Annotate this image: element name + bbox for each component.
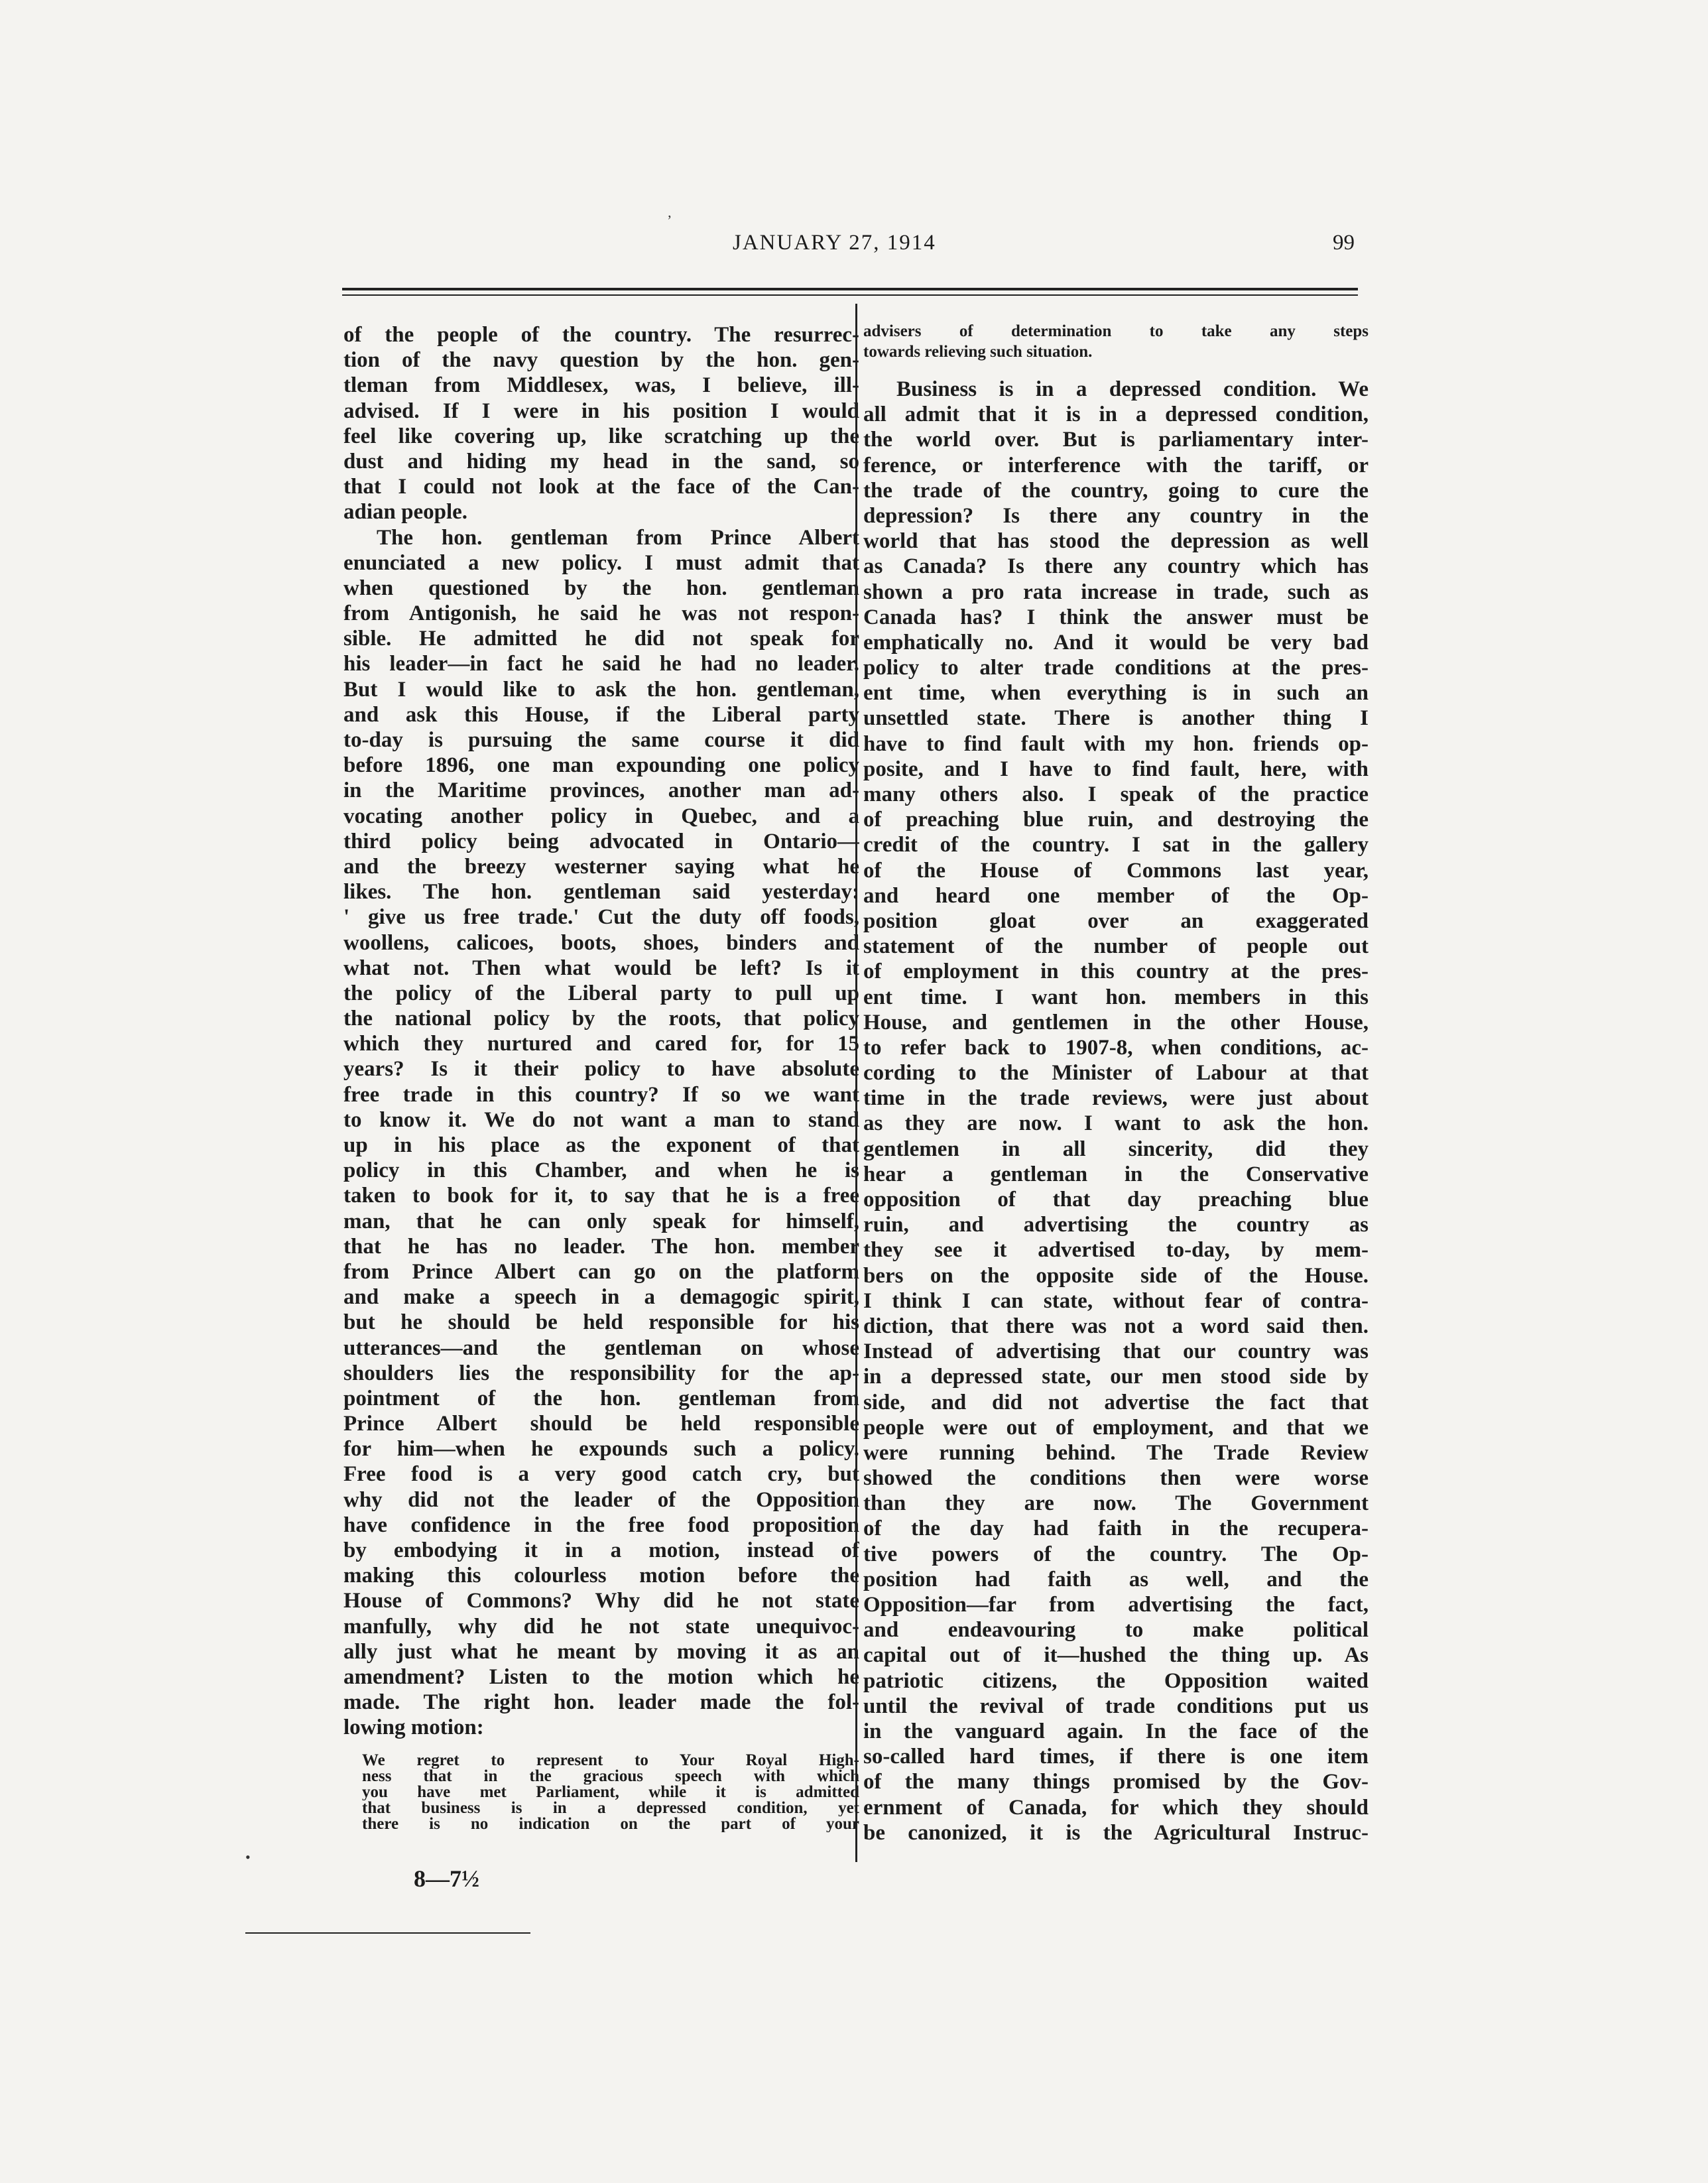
text-line: and make a speech in a demagogic spirit, [343,1285,859,1310]
text-line: taken to book for it, to say that he is a free [343,1184,859,1208]
text-line: have confidence in the free food proposition [343,1513,859,1537]
text-line: position gloat over an exaggerated [863,908,1369,933]
text-line: policy in this Chamber, and when he is [343,1158,859,1183]
text-line: until the revival of trade conditions put us [863,1694,1369,1718]
text-line: years? Is it their policy to have absolute [343,1057,859,1082]
text-line: Opposition—far from advertising the fact, [863,1593,1369,1617]
text-line: of the people of the country. The resurrec- [343,323,859,347]
text-line: sible. He admitted he did not speak for [343,627,859,651]
text-line: to-day is pursuing the same course it did [343,728,859,752]
text-line: they see it advertised to-day, by mem- [863,1238,1369,1263]
text-line: of the House of Commons last year, [863,858,1369,883]
text-line: all admit that it is in a depressed condition, [863,403,1369,427]
paragraph-gap [863,362,1369,377]
text-line: capital out of it—hushed the thing up. As [863,1643,1369,1668]
text-line: patriotic citizens, the Opposition waited [863,1668,1369,1693]
text-line: and ask this House, if the Liberal party [343,702,859,727]
text-line: posite, and I have to find fault, here, with [863,757,1369,781]
text-line: Prince Albert should be held responsible [343,1412,859,1436]
text-line: unsettled state. There is another thing I [863,706,1369,731]
quote-line: advisers of determination to take any steps [863,322,1369,340]
text-line: Business is in a depressed condition. We [896,377,1369,401]
text-line: tleman from Middlesex, was, I believe, ill- [343,373,859,398]
text-line: the trade of the country, going to cure the [863,478,1369,503]
text-line: depression? Is there any country in the [863,503,1369,528]
text-line: why did not the leader of the Opposition [343,1487,859,1512]
page-date: JANUARY 27, 1914 [733,231,936,255]
text-line: diction, that there was not a word said then. [863,1314,1369,1338]
text-line: showed the conditions then were worse [863,1466,1369,1491]
text-line: of preaching blue ruin, and destroying the [863,808,1369,832]
text-line: amendment? Listen to the motion which he [343,1664,859,1689]
right-body [863,377,1369,1845]
text-line: for him—when he expounds such a policy. [343,1437,859,1462]
text-line: in the Maritime provinces, another man ad- [343,779,859,803]
text-line: shown a pro rata increase in trade, such as [863,580,1369,604]
text-line: of the day had faith in the recupera- [863,1517,1369,1541]
text-line: ent time. I want hon. members in this [863,985,1369,1009]
text-line: ent time, when everything is in such an [863,681,1369,706]
text-line: from Antigonish, he said he was not respon- [343,601,859,626]
text-line: free trade in this country? If so we want [343,1082,859,1107]
text-line: and heard one member of the Op- [863,883,1369,908]
text-line: as they are now. I want to ask the hon. [863,1111,1369,1136]
text-line: The hon. gentleman from Prince Albert [377,525,859,550]
text-line: the policy of the Liberal party to pull up [343,981,859,1005]
text-line: ernment of Canada, for which they should [863,1795,1369,1820]
text-line: tive powers of the country. The Op- [863,1542,1369,1566]
text-line: utterances—and the gentleman on whose [343,1336,859,1360]
motion-quote [343,1753,859,1832]
text-line: adian people. [343,500,468,525]
text-line: making this colourless motion before the [343,1564,859,1588]
text-line: lowing motion: [343,1715,484,1740]
text-line: Canada has? I think the answer must be [863,605,1369,629]
text-line: when questioned by the hon. gentleman [343,576,859,600]
text-line: and the breezy westerner saying what he [343,854,859,879]
text-line: hear a gentleman in the Conservative [863,1162,1369,1186]
text-line: ' give us free trade.' Cut the duty off foods, [343,905,859,930]
text-line: have to find fault with my hon. friends op- [863,731,1369,756]
text-line: credit of the country. I sat in the gallery [863,833,1369,857]
quote-line: towards relieving such situation. [863,343,1093,361]
text-line: bers on the opposite side of the House. [863,1263,1369,1288]
text-line: ally just what he meant by moving it as an [343,1639,859,1664]
page-number: 99 [1333,231,1355,255]
stray-mark: • [245,1849,251,1865]
text-line: enunciated a new policy. I must admit that [343,550,859,575]
text-line: emphatically no. And it would be very bad [863,630,1369,655]
text-line: House, and gentlemen in the other House, [863,1010,1369,1034]
text-line: in the vanguard again. In the face of the [863,1719,1369,1743]
text-line: Free food is a very good catch cry, but [343,1462,859,1487]
text-line: Instead of advertising that our country was [863,1340,1369,1364]
text-line: were running behind. The Trade Review [863,1440,1369,1465]
text-line: people were out of employment, and that we [863,1415,1369,1440]
footer-rule [245,1932,530,1934]
right-column [863,321,1369,1845]
text-line: than they are now. The Government [863,1491,1369,1516]
text-line: position had faith as well, and the [863,1567,1369,1591]
text-line: tion of the navy question by the hon. gen- [343,348,859,373]
text-line: world that has stood the depression as well [863,529,1369,554]
text-line: cording to the Minister of Labour at that [863,1061,1369,1086]
text-line: likes. The hon. gentleman said yesterday: [343,880,859,904]
header-rule-top [342,288,1358,290]
text-line: woollens, calicoes, boots, shoes, binders and [343,930,859,955]
text-line: ference, or interference with the tariff, or [863,453,1369,477]
text-line: dust and hiding my head in the sand, so [343,449,859,473]
text-line: as Canada? Is there any country which has [863,554,1369,579]
text-line: and endeavouring to make political [863,1618,1369,1643]
text-line: of the many things promised by the Gov- [863,1770,1369,1794]
left-column [343,322,859,1832]
text-line: feel like covering up, like scratching up the [343,424,859,448]
text-line: third policy being advocated in Ontario— [343,829,859,853]
header-rule-bottom [342,294,1358,296]
stray-mark: ʼ [667,212,672,229]
text-line: up in his place as the exponent of that [343,1133,859,1157]
text-line: what not. Then what would be left? Is it [343,956,859,980]
text-line: so-called hard times, if there is one item [863,1745,1369,1769]
text-line: that I could not look at the face of the Can- [343,475,859,499]
text-line: statement of the number of people out [863,934,1369,959]
text-line: of employment in this country at the pres- [863,960,1369,984]
text-line: to refer back to 1907-8, when conditions, ac- [863,1035,1369,1060]
text-line: by embodying it in a motion, instead of [343,1538,859,1562]
text-line: ruin, and advertising the country as [863,1213,1369,1237]
quote-line: ness that in the gracious speech with which [362,1768,859,1784]
text-line: that he has no leader. The hon. member [343,1234,859,1259]
text-line: man, that he can only speak for himself, [343,1209,859,1233]
text-line: But I would like to ask the hon. gentleman, [343,677,859,702]
signature-mark: 8—7½ [414,1865,479,1892]
text-line: gentlemen in all sincerity, did they [863,1137,1369,1161]
text-line: policy to alter trade conditions at the pres- [863,656,1369,680]
text-line: advised. If I were in his position I would [343,399,859,423]
text-line: which they nurtured and cared for, for 15 [343,1032,859,1056]
text-line: but he should be held responsible for his [343,1310,859,1335]
text-line: made. The right hon. leader made the fol- [343,1690,859,1715]
text-line: shoulders lies the responsibility for the ap- [343,1361,859,1385]
text-line: opposition of that day preaching blue [863,1188,1369,1212]
text-line: his leader—in fact he said he had no leader. [343,652,859,676]
text-line: before 1896, one man expounding one policy [343,753,859,778]
motion-quote-continued [863,321,1369,362]
text-line: manfully, why did he not state unequivoc- [343,1614,859,1639]
text-line: in a depressed state, our men stood side by [863,1365,1369,1389]
text-line: time in the trade reviews, were just about [863,1086,1369,1111]
text-line: pointment of the hon. gentleman from [343,1386,859,1410]
text-line: the national policy by the roots, that policy [343,1007,859,1031]
text-line: side, and did not advertise the fact that [863,1390,1369,1414]
text-line: House of Commons? Why did he not state [343,1589,859,1613]
quote-line: there is no indication on the part of your [362,1816,859,1832]
quote-line: that business is in a depressed condition, yet [362,1800,859,1816]
text-line: vocating another policy in Quebec, and a [343,804,859,828]
text-line: from Prince Albert can go on the platform [343,1259,859,1284]
text-line: many others also. I speak of the practice [863,782,1369,806]
text-line: to know it. We do not want a man to stand [343,1107,859,1132]
quote-line: We regret to represent to Your Royal High- [362,1752,859,1769]
text-line: I think I can state, without fear of contra- [863,1288,1369,1313]
quote-line: you have met Parliament, while it is admitted [362,1784,859,1800]
text-line: be canonized, it is the Agricultural Instruc- [863,1820,1369,1845]
text-line: the world over. But is parliamentary inter- [863,428,1369,452]
